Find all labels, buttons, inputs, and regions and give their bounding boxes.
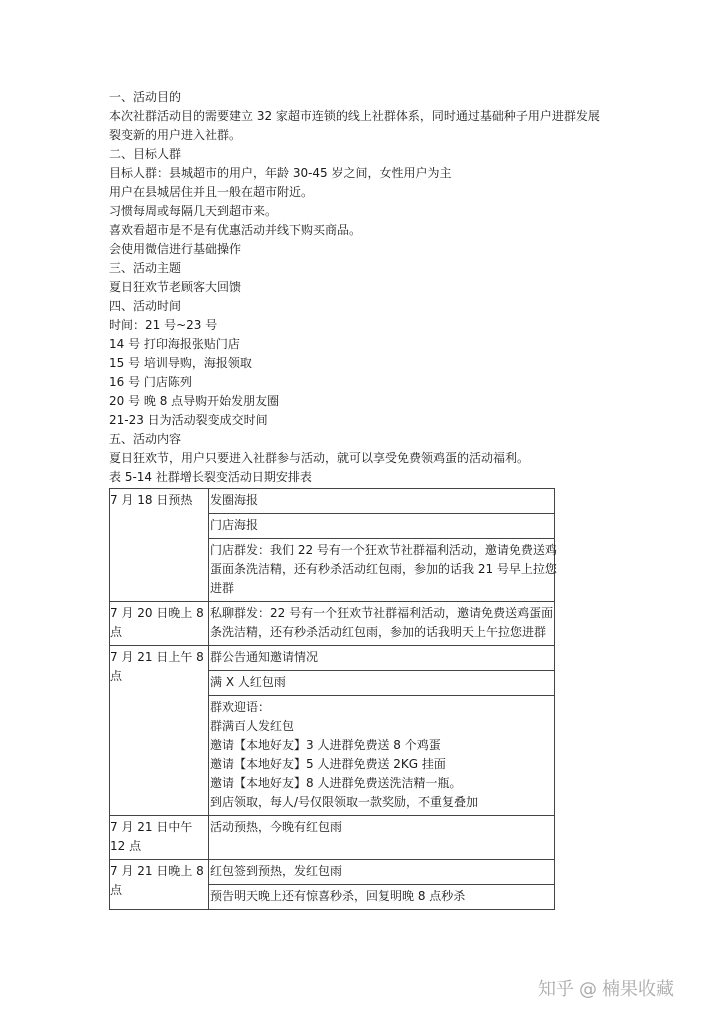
schedule-date-cell: 7 月 21 日上午 8 点 [110,646,209,816]
watermark-separator: @ [579,979,597,1000]
schedule-content-line: 邀请【本地好友】5 人进群免费送 2KG 挂面 [210,757,446,771]
schedule-content-line: 红包签到预热，发红包雨 [210,864,343,878]
audience-line: 目标人群：县城超市的用户，年龄 30-45 岁之间，女性用户为主 [109,166,452,180]
schedule-content-line: 邀请【本地好友】3 人进群免费送 8 个鸡蛋 [210,738,441,752]
schedule-content-line: 门店群发：我们 22 号有一个狂欢节社群福利活动，邀请免费送鸡 [210,543,557,557]
time-line: 14 号 打印海报张贴门店 [109,337,240,351]
document-body [109,88,609,910]
schedule-content-line: 群满百人发红包 [210,719,295,733]
schedule-content-line: 条洗洁精，还有秒杀活动红包雨，参加的话我明天上午拉您进群 [210,625,547,639]
table-row [110,816,555,860]
schedule-content-line: 邀请【本地好友】8 人进群免费送洗洁精一瓶。 [210,776,462,790]
heading-audience: 二、目标人群 [109,147,182,161]
schedule-content-cell [209,860,555,885]
table-row [110,646,555,671]
watermark [538,975,674,1001]
schedule-date-cell: 7 月 21 日中午 12 点 [110,816,209,860]
theme-text: 夏日狂欢节老顾客大回馈 [109,280,242,294]
time-line: 15 号 培训导购，海报领取 [109,356,252,370]
table-row [110,489,555,514]
schedule-content-cell [209,646,555,671]
schedule-content-line: 到店领取，每人/号仅限领取一款奖励，不重复叠加 [210,795,479,809]
schedule-content-cell [209,514,555,539]
schedule-content-line: 群公告通知邀请情况 [210,650,319,664]
time-line: 20 号 晚 8 点导购开始发朋友圈 [109,394,280,408]
heading-theme: 三、活动主题 [109,261,182,275]
schedule-content-cell [209,539,555,602]
time-line: 时间：21 号~23 号 [109,318,218,332]
schedule-content-cell [209,489,555,514]
audience-line: 会使用微信进行基础操作 [109,242,242,256]
heading-time: 四、活动时间 [109,299,182,313]
schedule-content-line: 门店海报 [210,518,259,532]
schedule-content-cell [209,885,555,910]
schedule-content-line: 进群 [210,581,235,595]
purpose-text: 本次社群活动目的需要建立 32 家超市连锁的线上社群体系，同时通过基础种子用户进群发展裂变新的用户进入社群。 [109,109,600,142]
schedule-content-line: 活动预热，今晚有红包雨 [210,820,343,834]
heading-purpose: 一、活动目的 [109,90,182,104]
audience-line: 习惯每周或每隔几天到超市来。 [109,204,278,218]
schedule-content-line: 发圈海报 [210,493,259,507]
schedule-table [109,488,555,910]
schedule-content-line: 私聊群发：22 号有一个狂欢节社群福利活动，邀请免费送鸡蛋面 [210,606,554,620]
schedule-date-cell: 7 月 21 日晚上 8 点 [110,860,209,910]
table-caption: 表 5-14 社群增长裂变活动日期安排表 [109,470,312,484]
time-line: 16 号 门店陈列 [109,375,192,389]
table-row [110,602,555,646]
schedule-date-cell: 7 月 18 日预热 [110,489,209,602]
schedule-content-cell [209,671,555,696]
content-text: 夏日狂欢节，用户只要进入社群参与活动，就可以享受免费领鸡蛋的活动福利。 [109,451,530,465]
schedule-content-line: 蛋面条洗洁精，还有秒杀活动红包雨，参加的话我 21 号早上拉您 [210,562,557,576]
schedule-content-line: 群欢迎语： [210,700,271,714]
schedule-content-line: 满 X 人红包雨 [210,675,286,689]
schedule-content-cell [209,696,555,816]
schedule-date-cell: 7 月 20 日晚上 8 点 [110,602,209,646]
schedule-content-line: 预告明天晚上还有惊喜秒杀，回复明晚 8 点秒杀 [210,889,466,903]
audience-line: 喜欢看超市是不是有优惠活动并线下购买商品。 [109,223,362,237]
watermark-author: 楠果收藏 [602,979,674,1000]
audience-line: 用户在县城居住并且一般在超市附近。 [109,185,314,199]
schedule-content-cell [209,816,555,860]
watermark-brand: 知乎 [538,979,574,1000]
heading-content: 五、活动内容 [109,432,182,446]
time-line: 21-23 日为活动裂变成交时间 [109,413,268,427]
schedule-content-cell [209,602,555,646]
table-row [110,860,555,885]
